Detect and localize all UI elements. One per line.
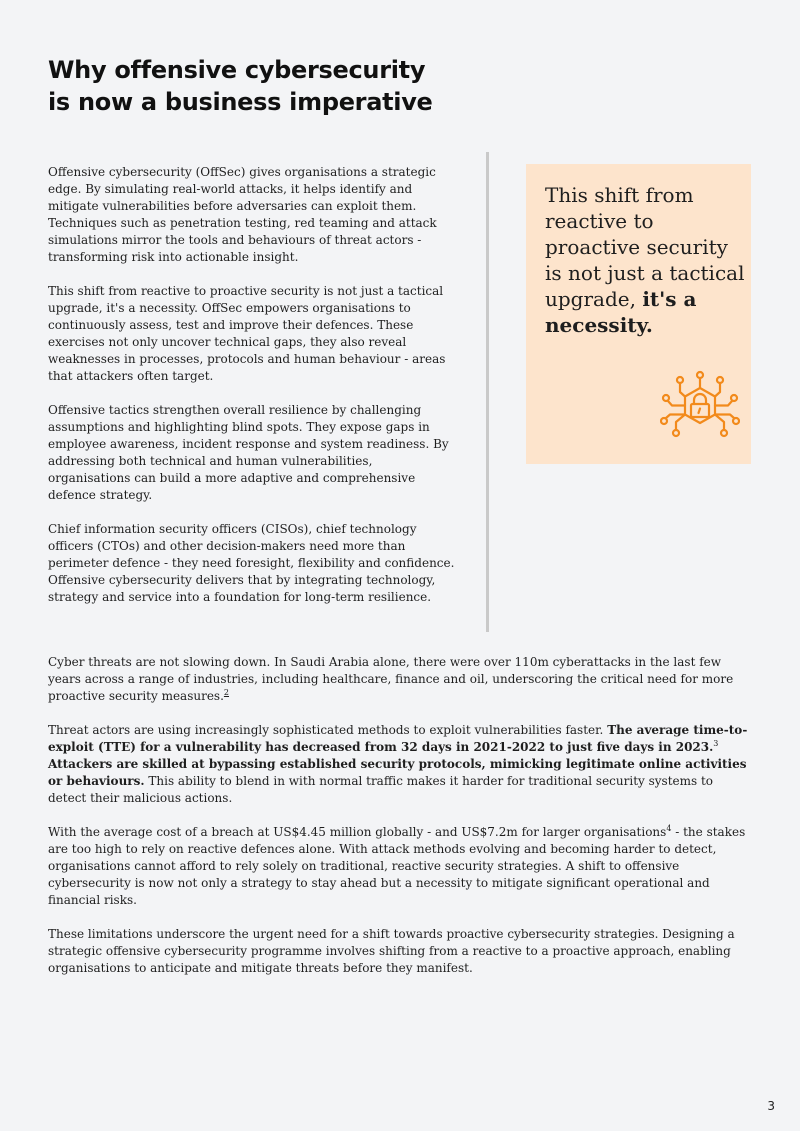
body-paragraph-3-start: With the average cost of a breach at US$4.45 million globally - and US$7.2m for larger organisations bbox=[48, 825, 667, 839]
body-paragraph-2-bold-1: The average time-to-exploit (TTE) for a vulnerability has decreased from 32 days in 2021-2022 to just five days in 2023. bbox=[48, 723, 748, 754]
body-paragraph-2-bold-2: Attackers are skilled at bypassing established security protocols, mimicking legitimate online activities or behaviours. bbox=[48, 757, 747, 788]
intro-paragraph-4: Chief information security officers (CISOs), chief technology officers (CTOs) and other decision-makers need more than perimeter defence - they need foresight, flexibility and confidence. Offensive cybersecurity delivers that by integrating technology, strategy and service into a foundation for long-term resilience. bbox=[48, 522, 455, 604]
body-paragraph-1 bbox=[48, 654, 752, 705]
body-paragraph-4 bbox=[48, 926, 752, 977]
body-paragraph-3 bbox=[48, 824, 752, 909]
page-number: 3 bbox=[767, 1099, 775, 1113]
main-body-text bbox=[48, 654, 752, 994]
intro-paragraph-3: Offensive tactics strengthen overall resilience by challenging assumptions and highlighting blind spots. They expose gaps in employee awareness, incident response and system readiness. By addressing both technical and human vulnerabilities, organisations can build a more adaptive and comprehensive defence strategy. bbox=[48, 403, 449, 502]
column-divider bbox=[486, 152, 489, 632]
body-paragraph-4-text: These limitations underscore the urgent need for a shift towards proactive cybersecurity strategies. Designing a strategic offensive cybersecurity programme involves shifting from a reactive to a proactive approach, enabling organisations to anticipate and mitigate threats before they manifest. bbox=[48, 927, 735, 975]
body-paragraph-3-end: - the stakes are too high to rely on reactive defences alone. With attack methods evolving and becoming harder to detect, organisations cannot afford to rely solely on traditional, reactive security strategies. A shift to offensive cybersecurity is now not only a strategy to stay ahead but a necessity to mitigate significant operational and financial risks. bbox=[48, 825, 746, 907]
pull-quote-plain: This shift from reactive to proactive security is not just a tactical upgrade, bbox=[545, 183, 745, 311]
intro-paragraph-2: This shift from reactive to proactive security is not just a tactical upgrade, it's a necessity. OffSec empowers organisations to continuously assess, test and improve their defences. These exercises not only uncover technical gaps, they also reveal weaknesses in processes, protocols and human behaviour - areas that attackers often target. bbox=[48, 284, 446, 383]
footnote-ref-3[interactable]: 3 bbox=[713, 739, 719, 748]
footnote-ref-2[interactable]: 2 bbox=[223, 688, 229, 697]
intro-paragraph-1: Offensive cybersecurity (OffSec) gives organisations a strategic edge. By simulating real-world attacks, it helps identify and mitigate vulnerabilities before adversaries can exploit them. Techniques such as penetration testing, red teaming and attack simulations mirror the tools and behaviours of threat actors - transforming risk into actionable insight. bbox=[48, 165, 437, 264]
pull-quote-text bbox=[545, 182, 745, 338]
intro-column bbox=[48, 164, 456, 623]
pull-quote-box bbox=[526, 164, 751, 464]
title-line-2: is now a business imperative bbox=[48, 88, 433, 116]
pull-quote-bold: it's a necessity. bbox=[545, 287, 697, 337]
body-paragraph-1-text: Cyber threats are not slowing down. In Saudi Arabia alone, there were over 110m cyberattacks in the last few years across a range of industries, including healthcare, finance and oil, underscoring the critical need for more proactive security measures. bbox=[48, 655, 734, 703]
body-paragraph-2 bbox=[48, 722, 752, 807]
body-paragraph-2-start: Threat actors are using increasingly sophisticated methods to exploit vulnerabilities faster. bbox=[48, 723, 604, 737]
body-paragraph-2-end: This ability to blend in with normal traffic makes it harder for traditional security systems to detect their malicious actions. bbox=[48, 774, 714, 805]
title-line-1: Why offensive cybersecurity bbox=[48, 56, 426, 84]
page-title bbox=[48, 54, 468, 118]
lock-circuit-icon bbox=[660, 370, 740, 444]
footnote-ref-4[interactable]: 4 bbox=[666, 824, 672, 833]
